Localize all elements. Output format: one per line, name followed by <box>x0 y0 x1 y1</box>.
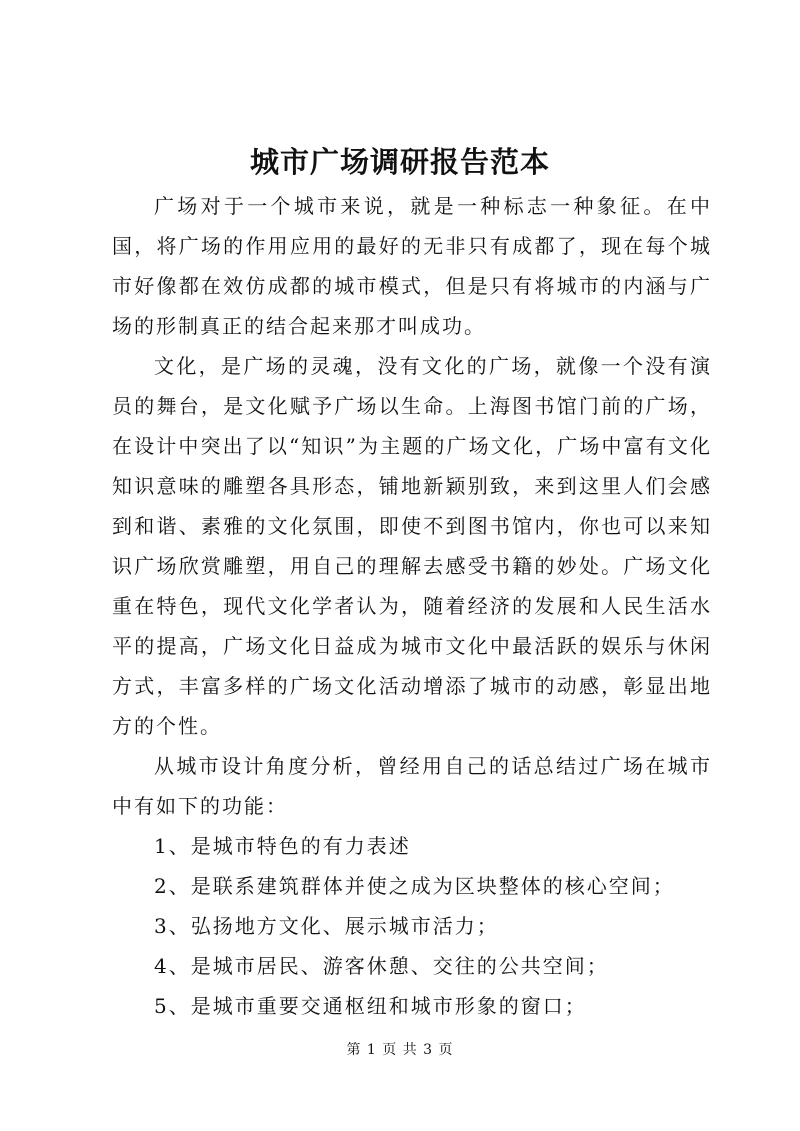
page-number-footer: 第 1 页 共 3 页 <box>346 1042 454 1058</box>
list-item: 2、是联系建筑群体并使之成为区块整体的核心空间； <box>154 874 675 898</box>
paragraph-intro: 广场对于一个城市来说，就是一种标志一种象征。在中国，将广场的作用应用的最好的无非只有成都了，现在每个城市好像都在效仿成都的城市模式，但是只有将城市的内涵与广场的形制真正的结合起来那才叫成功。 <box>112 194 712 338</box>
list-item: 1、是城市特色的有力表述 <box>154 834 411 858</box>
paragraph-culture: 文化，是广场的灵魂，没有文化的广场，就像一个没有演员的舞台，是文化赋予广场以生命。上海图书馆门前的广场，在设计中突出了以“知识”为主题的广场文化，广场中富有文化知识意味的雕塑各具形态，铺地新颖别致，来到这里人们会感到和谐、素雅的文化氛围，即使不到图书馆内，你也可以来知识广场欣赏雕塑，用自己的理解去感受书籍的妙处。广场文化重在特色，现代文化学者认为，随着经济的发展和人民生活水平的提高，广场文化日益成为城市文化中最活跃的娱乐与休闲方式，丰富多样的广场文化活动增添了城市的动感，彰显出地方的个性。 <box>112 354 712 738</box>
document-title: 城市广场调研报告范本 <box>249 145 550 179</box>
list-item: 4、是城市居民、游客休憩、交往的公共空间； <box>154 954 609 978</box>
list-item: 5、是城市重要交通枢纽和城市形象的窗口； <box>154 994 587 1018</box>
paragraph-functions-intro: 从城市设计角度分析，曾经用自己的话总结过广场在城市中有如下的功能： <box>112 754 712 818</box>
list-item: 3、弘扬地方文化、展示城市活力； <box>154 914 499 938</box>
document-body <box>112 186 712 1026</box>
